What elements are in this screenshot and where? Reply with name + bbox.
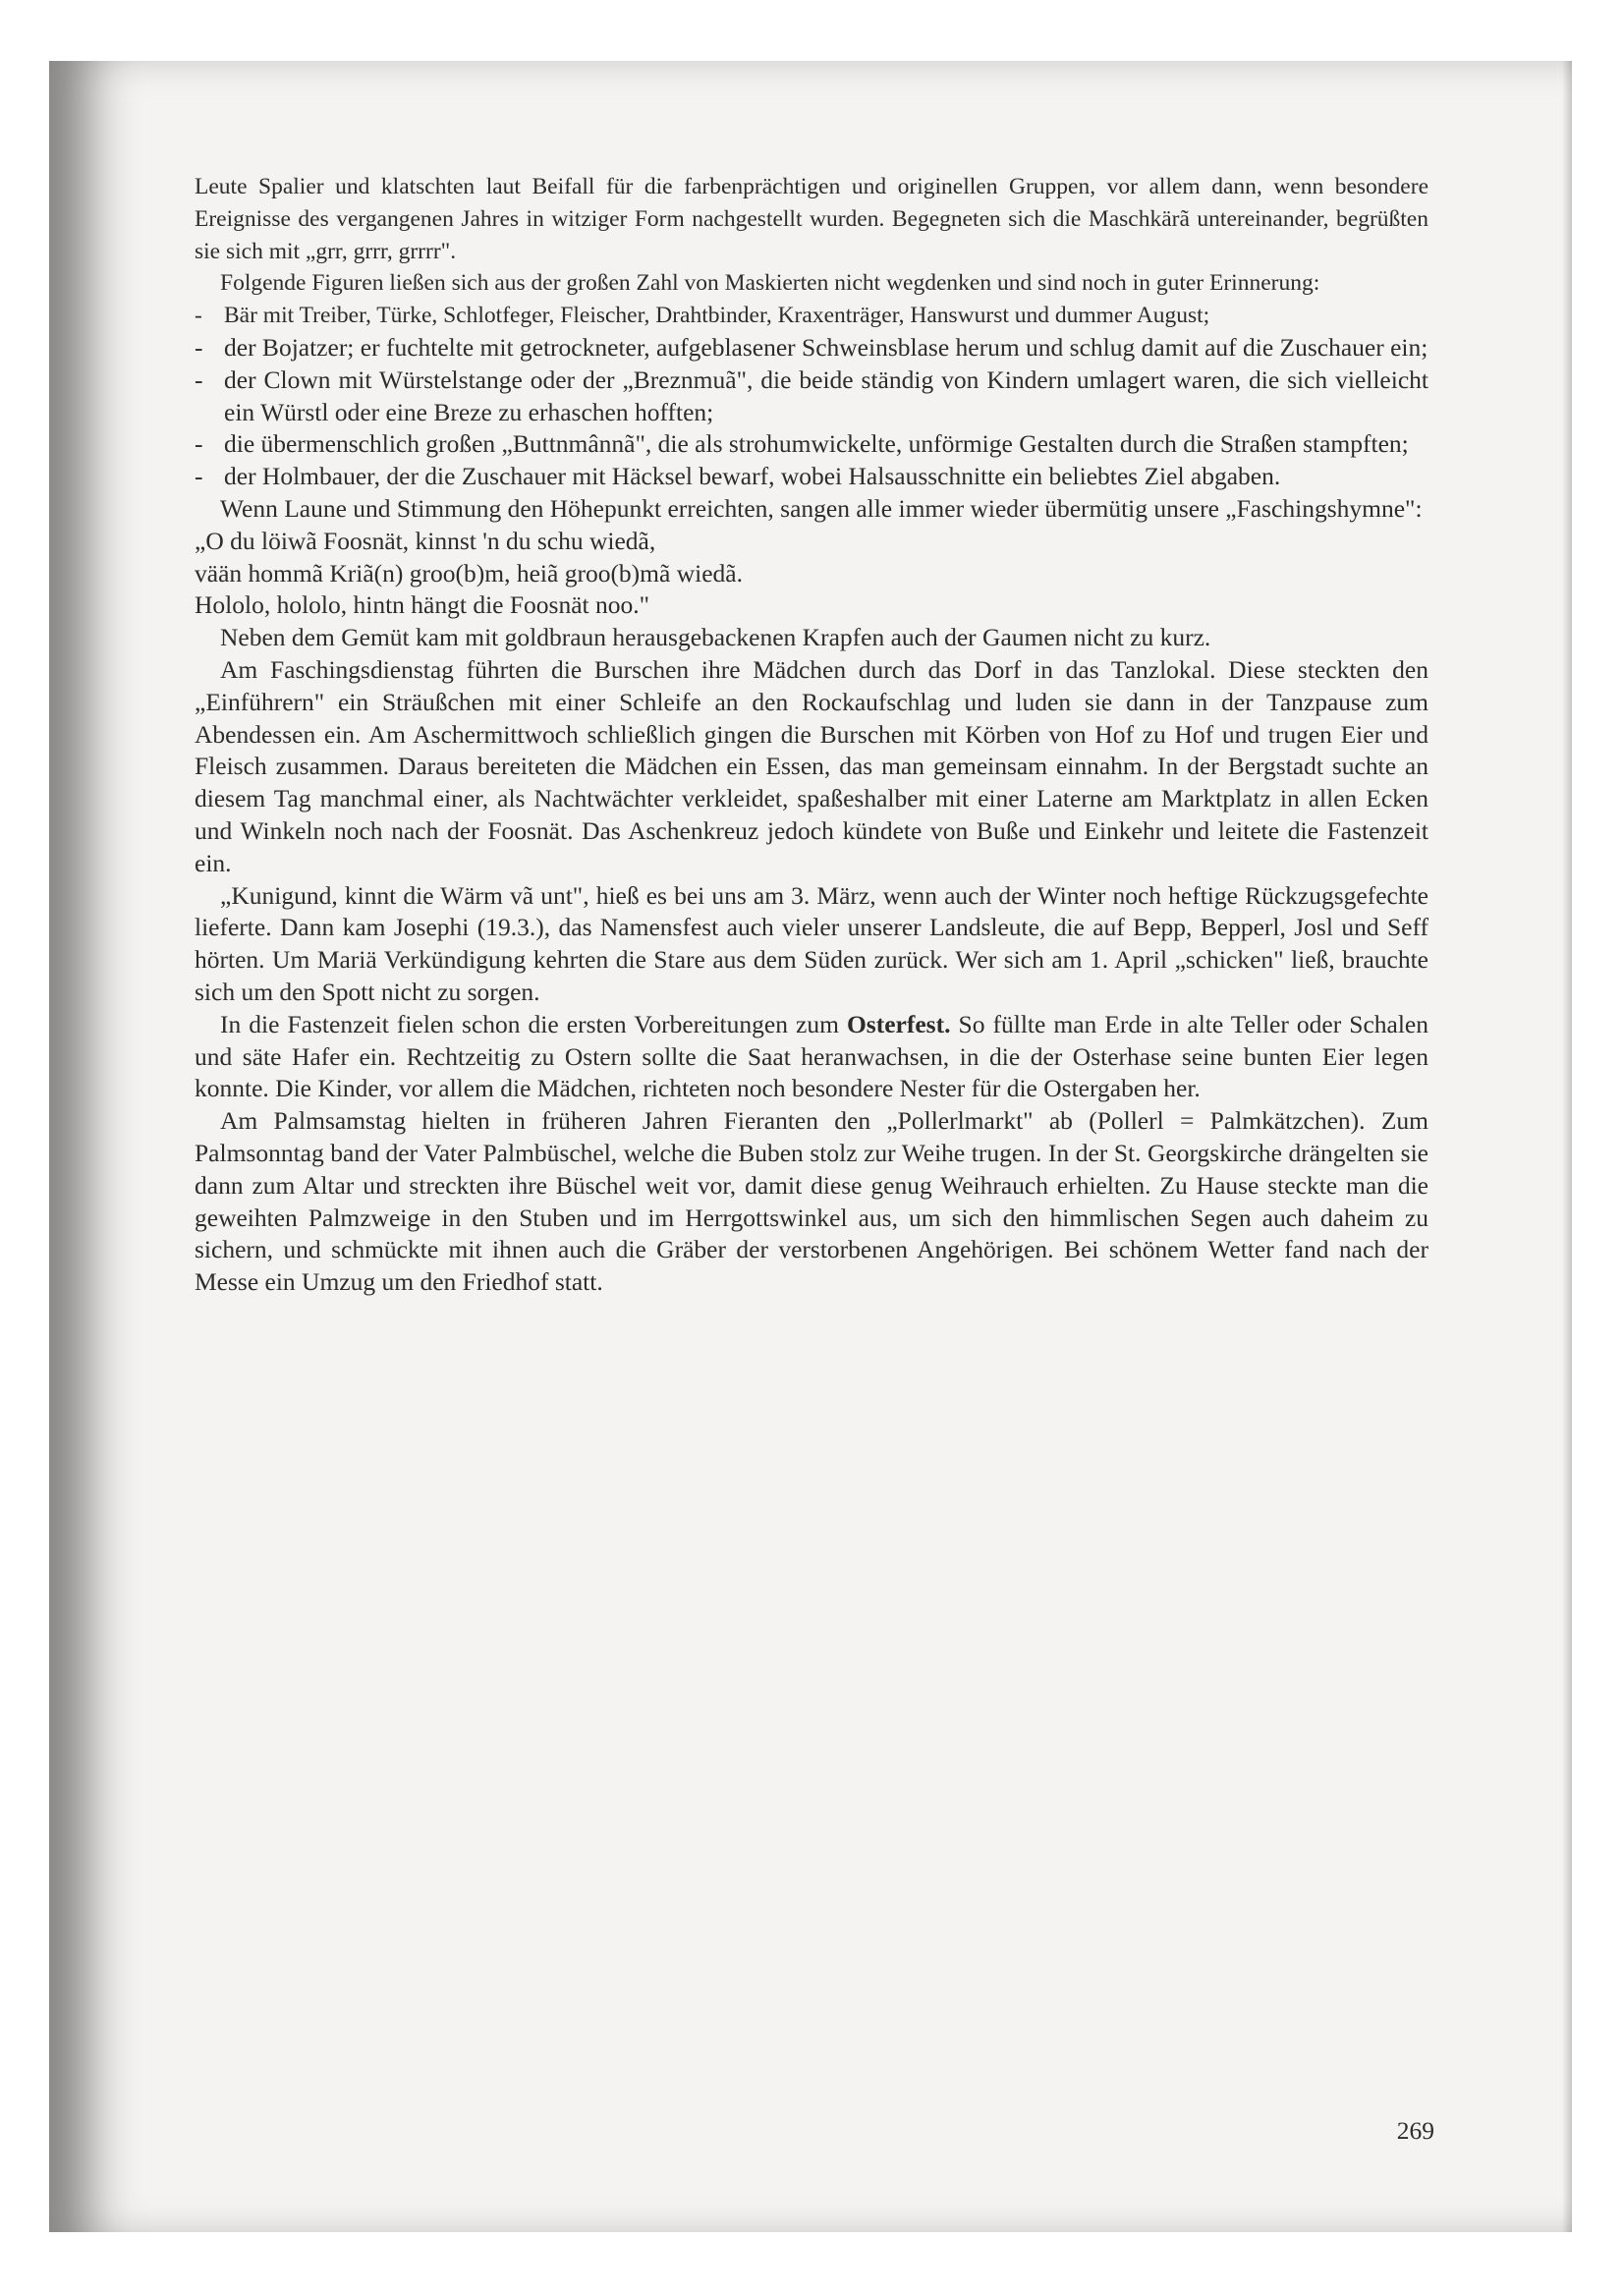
- list-item: - der Holmbauer, der die Zuschauer mit Häcksel bewarf, wobei Halsausschnitte ein beliebtes Ziel abgaben.: [195, 462, 1281, 491]
- paragraph-figures-intro: Folgende Figuren ließen sich aus der großen Zahl von Maskierten nicht wegdenken und sind noch in guter Erinnerung:: [220, 270, 1320, 297]
- page-number: 269: [1396, 2116, 1434, 2145]
- list-item: - der Bojatzer; er fuchtelte mit getrockneter, aufgeblasener Schweinsblase herum und schlug damit auf die Zuschauer ein;: [195, 332, 1428, 362]
- figures-list: [195, 300, 1428, 493]
- page-body: [195, 171, 1428, 1299]
- paragraph-palmsamstag: Am Palmsamstag hielten in früheren Jahren Fieranten den „Pollerlmarkt" ab (Pollerl = Palmkätzchen). Zum Palmsonntag band der Vater Palmbüschel, welche die Buben stolz zur Weihe trugen. In der St. Georgskirche drängelten sie dann zum Altar und streckten ihre Büschel weit vor, damit diese genug Weihrauch erhielten. Zu Hause steckte man die geweihten Palmzweige in den Stuben und im Herrgottswinkel aus, um sich den himmlischen Segen auch daheim zu sichern, und schmückte mit ihnen auch die Gräber der verstorbenen Angehörigen. Bei schönem Wetter fand nach der Messe ein Umzug um den Friedhof statt.: [195, 1106, 1428, 1297]
- paragraph-faschingsdienstag: Am Faschingsdienstag führten die Burschen ihre Mädchen durch das Dorf in das Tanzlokal. Diese steckten den „Einführern" ein Sträußchen mit einer Schleife an den Rockaufschlag und luden sie dann in der Tanzpause zum Abendessen ein. Am Aschermittwoch schließlich gingen die Burschen mit Körben von Hof zu Hof und trugen Eier und Fleisch zusammen. Daraus bereiteten die Mädchen ein Essen, das man gemeinsam einnahm. In der Bergstadt suchte an diesem Tag manchmal einer, als Nachtwächter verkleidet, spaßeshalber mit einer Laterne am Marktplatz in allen Ecken und Winkeln noch nach der Foosnät. Das Aschenkreuz jedoch kündete von Buße und Einkehr und leitete die Fastenzeit ein.: [195, 654, 1428, 877]
- verse-line: vään hommã Kriã(n) groo(b)m, heiã groo(b)mã wiedã.: [195, 558, 743, 588]
- book-page: [49, 61, 1572, 2232]
- paragraph-fastenzeit: In die Fastenzeit fielen schon die ersten Vorbereitungen zum Osterfest. So füllte man Erde in alte Teller oder Schalen und säte Hafer ein. Rechtzeitig zu Ostern sollte die Saat heranwachsen, in die der Osterhase seine bunten Eier legen konnte. Die Kinder, vor allem die Mädchen, richteten noch besondere Nester für die Ostergaben her.: [195, 1009, 1428, 1103]
- paragraph-intro: Leute Spalier und klatschten laut Beifall für die farbenprächtigen und originellen Gruppen, vor allem dann, wenn besondere Ereignisse des vergangenen Jahres in witziger Form nachgestellt wurden. Begegneten sich die Maschkärã untereinander, begrüßten sie sich mit „grr, grrr, grrrr".: [195, 174, 1428, 264]
- verse-line: Hololo, hololo, hintn hängt die Foosnät noo.": [195, 590, 650, 620]
- list-item: - die übermenschlich großen „Buttnmânnã", die als strohumwickelte, unförmige Gestalten durch die Straßen stampften;: [195, 429, 1409, 459]
- list-item: - Bär mit Treiber, Türke, Schlotfeger, Fleischer, Drahtbinder, Kraxenträger, Hanswurst und dummer August;: [195, 303, 1210, 329]
- hymn-verse: [195, 526, 1428, 622]
- verse-line: „O du löiwã Foosnät, kinnst 'n du schu wiedã,: [195, 526, 656, 555]
- keyword-osterfest: Osterfest.: [846, 1009, 951, 1038]
- paragraph-krapfen: Neben dem Gemüt kam mit goldbraun herausgebackenen Krapfen auch der Gaumen nicht zu kurz.: [220, 623, 1211, 652]
- paragraph-kunigund: „Kunigund, kinnt die Wärm vã unt", hieß es bei uns am 3. März, wenn auch der Winter noch heftige Rückzugsgefechte lieferte. Dann kam Josephi (19.3.), das Namensfest auch vieler unserer Landsleute, die auf Bepp, Bepperl, Josl und Seff hörten. Um Mariä Verkündigung kehrten die Stare aus dem Süden zurück. Wer sich am 1. April „schicken" ließ, brauchte sich um den Spott nicht zu sorgen.: [195, 880, 1428, 1006]
- list-item: - der Clown mit Würstelstange oder der „Breznmuã", die beide ständig von Kindern umlagert waren, die sich vielleicht ein Würstl oder eine Breze zu erhaschen hofften;: [195, 364, 1428, 426]
- paragraph-hymn-intro: Wenn Laune und Stimmung den Höhepunkt erreichten, sangen alle immer wieder übermütig unsere „Faschingshymne":: [220, 493, 1423, 523]
